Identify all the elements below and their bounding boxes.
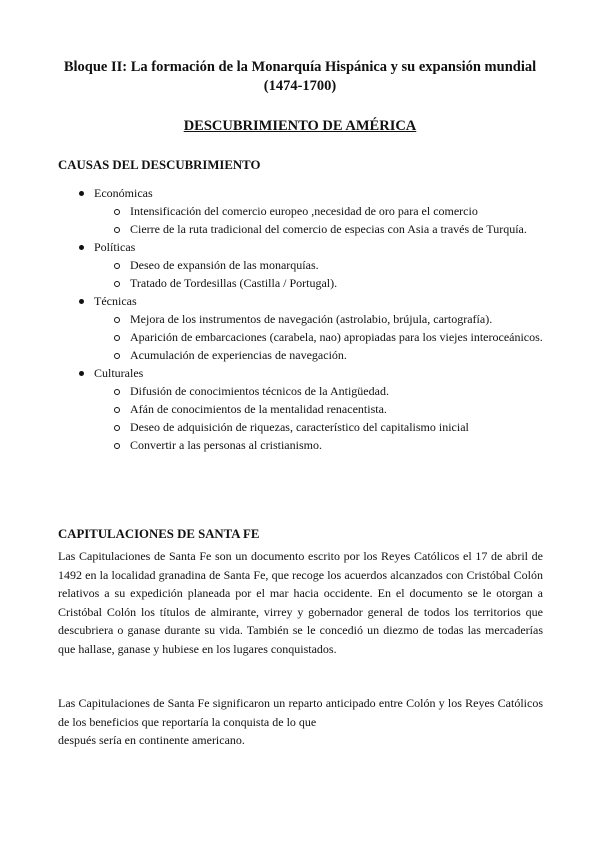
circle-bullet-icon: [114, 335, 120, 341]
sub-list-item-text: Convertir a las personas al cristianismo.: [130, 438, 322, 452]
paragraph: [58, 694, 543, 750]
sub-list-item-text: Deseo de adquisición de riquezas, característico del capitalismo inicial: [130, 420, 469, 434]
circle-bullet-icon: [114, 281, 120, 287]
bullet-icon: [79, 299, 84, 304]
sub-list-item: [58, 220, 548, 238]
document-title: Bloque II: La formación de la Monarquía Hispánica y su expansión mundial (1474-1700): [63, 59, 537, 94]
list-item-label: Culturales: [94, 366, 144, 380]
sub-list-item-text: Aparición de embarcaciones (carabela, nao) apropiadas para los viejes interoceánicos.: [130, 330, 543, 344]
circle-bullet-icon: [114, 407, 120, 413]
circle-bullet-icon: [114, 443, 120, 449]
sub-list-item-text: Afán de conocimientos de la mentalidad renacentista.: [130, 402, 387, 416]
sub-list-item-text: Mejora de los instrumentos de navegación (astrolabio, brújula, cartografía).: [130, 312, 493, 326]
sub-list-item: [58, 346, 548, 364]
list-item: [58, 238, 548, 256]
sub-list-item-text: Acumulación de experiencias de navegación.: [130, 348, 347, 362]
circle-bullet-icon: [114, 353, 120, 359]
sub-list-item: [58, 400, 548, 418]
list-item: [58, 292, 548, 310]
list-item: [58, 364, 548, 382]
capitulaciones-heading: CAPITULACIONES DE SANTA FE: [58, 527, 260, 541]
sub-list-item-text: Cierre de la ruta tradicional del comercio de especias con Asia a través de Turquía.: [130, 222, 527, 236]
paragraph-text: Las Capitulaciones de Santa Fe significaron un reparto anticipado entre Colón y los Reyes Católicos de los beneficios que reportaría la conquista de lo que: [58, 696, 543, 729]
paragraph-text: después sería en continente americano.: [58, 733, 245, 748]
list-item: [58, 184, 548, 202]
list-item-label: Técnicas: [94, 294, 137, 308]
circle-bullet-icon: [114, 263, 120, 269]
sub-list-item: [58, 436, 548, 454]
sub-list-item: [58, 274, 548, 292]
list-item-label: Políticas: [94, 240, 136, 254]
list-item-label: Económicas: [94, 186, 153, 200]
causas-list: [58, 184, 548, 454]
bullet-icon: [79, 191, 84, 196]
causas-heading: CAUSAS DEL DESCUBRIMIENTO: [58, 158, 261, 172]
sub-list-item: [58, 256, 548, 274]
sub-list-item: [58, 382, 548, 400]
sub-list-item: [58, 328, 548, 346]
sub-list-item: [58, 310, 548, 328]
sub-list-item-text: Deseo de expansión de las monarquías.: [130, 258, 319, 272]
sub-list-item-text: Tratado de Tordesillas (Castilla / Portugal).: [130, 276, 338, 290]
circle-bullet-icon: [114, 209, 120, 215]
circle-bullet-icon: [114, 227, 120, 233]
sub-list-item-text: Difusión de conocimientos técnicos de la Antigüedad.: [130, 384, 389, 398]
section-title: DESCUBRIMIENTO DE AMÉRICA: [183, 118, 417, 134]
sub-list-item: [58, 418, 548, 436]
circle-bullet-icon: [114, 425, 120, 431]
circle-bullet-icon: [114, 389, 120, 395]
paragraph: Las Capitulaciones de Santa Fe son un documento escrito por los Reyes Católicos el 17 de abril de 1492 en la localidad granadina de Santa Fe, que recoge los acuerdos alcanzados con Cristóbal Colón relativos a su expedición planeada por el mar hacia occidente. En el documento se le otorgan a Cristóbal Colón los títulos de almirante, virrey y gobernador general de todos los territorios que descubriera o ganase durante su vida. También se le concedió un diezmo de todas las mercaderías que hallase, ganase y hubiese en los lugares conquistados.: [58, 549, 543, 656]
bullet-icon: [79, 245, 84, 250]
sub-list-item-text: Intensificación del comercio europeo ,necesidad de oro para el comercio: [130, 204, 478, 218]
bullet-icon: [79, 371, 84, 376]
circle-bullet-icon: [114, 317, 120, 323]
sub-list-item: [58, 202, 548, 220]
